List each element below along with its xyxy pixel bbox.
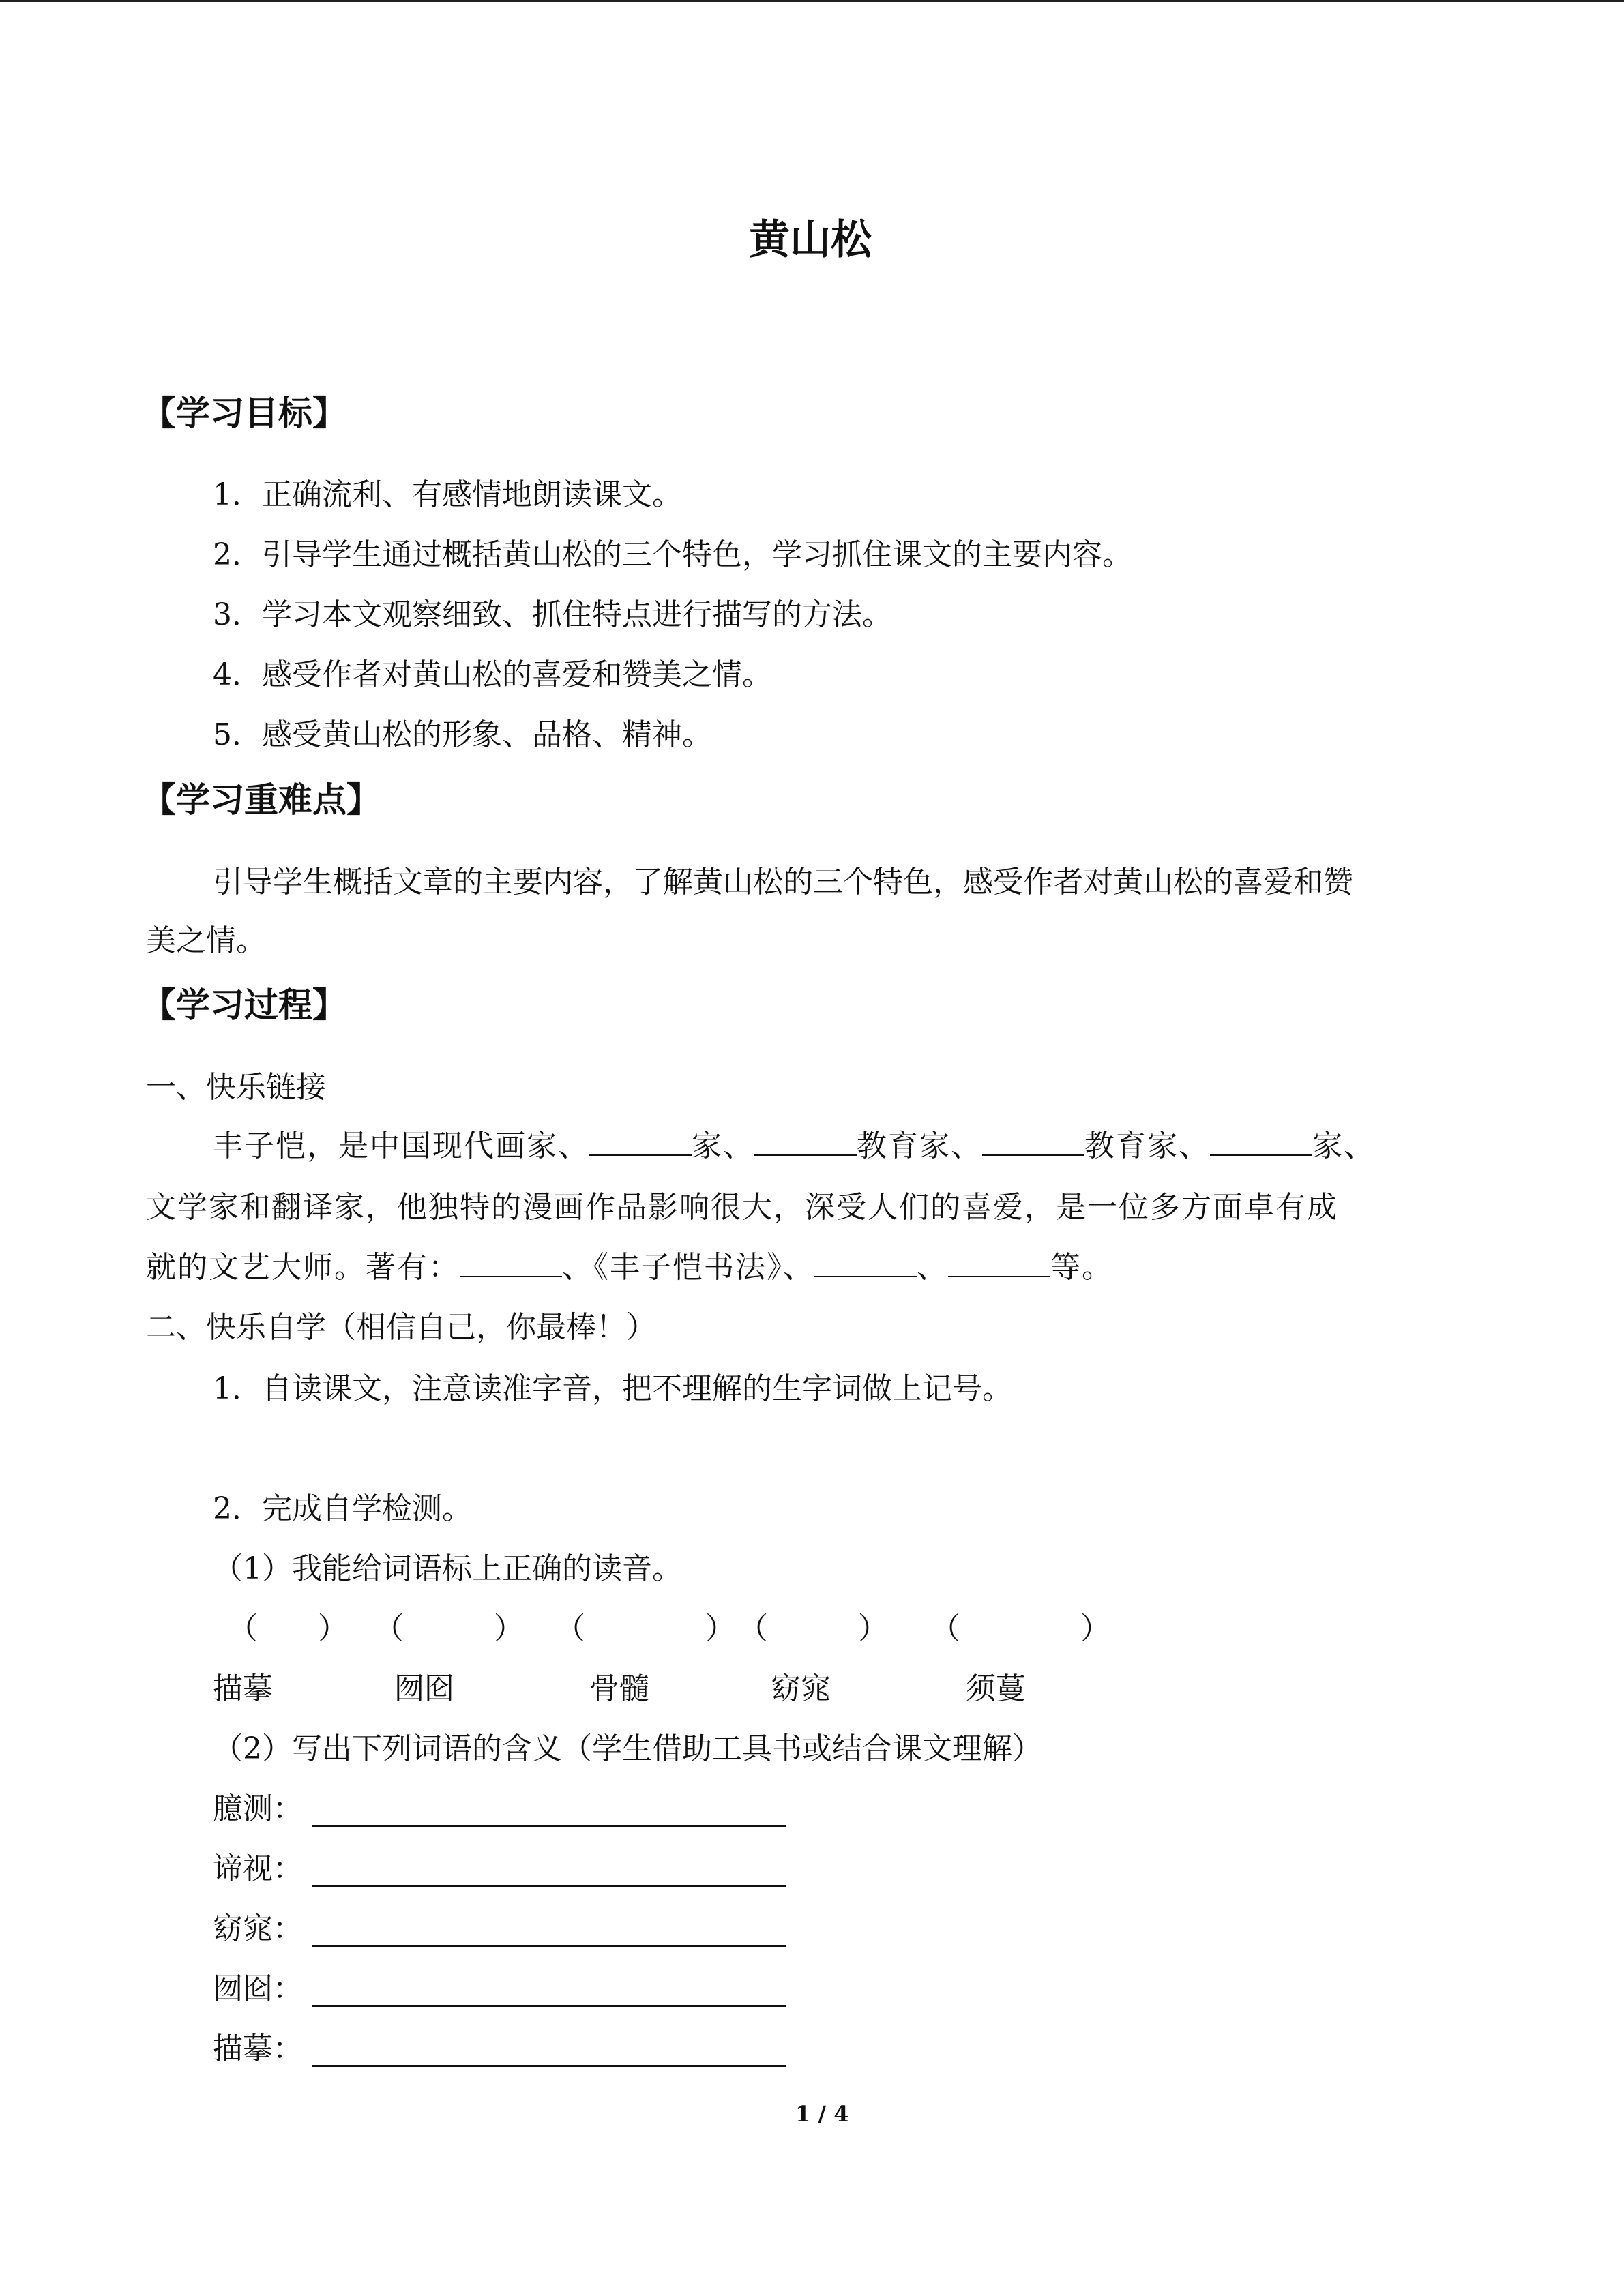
text-segment: 教育家、 [857, 1129, 982, 1163]
pinyin-bracket[interactable]: （ ） [228, 1611, 348, 1646]
definition-label: 囫囵： [213, 1971, 303, 2006]
blank[interactable] [460, 1251, 562, 1277]
part-label-self-study: 二、快乐自学（相信自己，你最棒！） [146, 1310, 656, 1345]
definition-label: 描摹： [213, 2031, 303, 2066]
text-segment: 丰子恺，是中国现代画家、 [213, 1129, 589, 1163]
answer-line[interactable] [312, 1945, 786, 1947]
text-segment: 、《丰子恺书法》、 [562, 1250, 814, 1285]
blank[interactable] [982, 1130, 1084, 1156]
pinyin-bracket[interactable]: （ ） [738, 1611, 888, 1646]
definition-label: 臆测： [213, 1791, 303, 1826]
objective-item: 4．感受作者对黄山松的喜爱和赞美之情。 [213, 657, 772, 692]
paragraph-line: 文学家和翻译家，他独特的漫画作品影响很大，深受人们的喜爱，是一位多方面卓有成 [146, 1190, 1338, 1225]
fill-blank-line [146, 1247, 1113, 1288]
blank[interactable] [589, 1130, 692, 1156]
text-segment: 等。 [1050, 1250, 1113, 1285]
vocab-word: 窈窕 [771, 1671, 831, 1706]
section-heading-key-points: 【学习重难点】 [142, 780, 381, 820]
study-subitem: （1）我能给词语标上正确的读音。 [213, 1551, 682, 1586]
pinyin-bracket[interactable]: （ ） [930, 1611, 1110, 1646]
study-item: 2．完成自学检测。 [213, 1491, 472, 1526]
answer-line[interactable] [312, 2065, 786, 2067]
page-title: 黄山松 [749, 216, 872, 264]
key-points-text: 美之情。 [146, 923, 266, 958]
objective-item: 5．感受黄山松的形象、品格、精神。 [213, 717, 712, 752]
answer-line[interactable] [312, 1825, 786, 1827]
key-points-text: 引导学生概括文章的主要内容，了解黄山松的三个特色，感受作者对黄山松的喜爱和赞 [213, 865, 1353, 899]
text-segment: 、 [917, 1250, 948, 1285]
objective-item: 1．正确流利、有感情地朗读课文。 [213, 477, 682, 512]
part-label-link: 一、快乐链接 [146, 1070, 326, 1105]
study-subitem: （2）写出下列词语的含义（学生借助工具书或结合课文理解） [213, 1731, 1042, 1766]
text-segment: 就的文艺大师。著有： [146, 1250, 460, 1285]
vocab-word: 骨髓 [589, 1671, 649, 1706]
blank[interactable] [1210, 1130, 1312, 1156]
definition-label: 窈窕： [213, 1911, 303, 1946]
fill-blank-line [213, 1126, 1375, 1167]
vocab-word: 囫囵 [394, 1671, 454, 1706]
top-border [0, 0, 1624, 2]
blank[interactable] [948, 1251, 1050, 1277]
pinyin-bracket[interactable]: （ ） [555, 1611, 735, 1646]
definition-label: 谛视： [213, 1851, 303, 1886]
vocab-word: 描摹 [213, 1671, 273, 1706]
section-heading-process: 【学习过程】 [142, 985, 346, 1025]
section-heading-objectives: 【学习目标】 [142, 393, 346, 433]
objective-item: 2．引导学生通过概括黄山松的三个特色，学习抓住课文的主要内容。 [213, 537, 1132, 572]
text-segment: 家、 [692, 1129, 754, 1163]
page-number: 1 / 4 [795, 2101, 849, 2127]
text-segment: 教育家、 [1084, 1129, 1210, 1163]
study-item: 1．自读课文，注意读准字音，把不理解的生字词做上记号。 [213, 1371, 1012, 1406]
pinyin-bracket[interactable]: （ ） [374, 1611, 524, 1646]
answer-line[interactable] [312, 2005, 786, 2007]
text-segment: 家、 [1312, 1129, 1375, 1163]
blank[interactable] [814, 1251, 917, 1277]
answer-line[interactable] [312, 1885, 786, 1887]
vocab-word: 须蔓 [966, 1671, 1026, 1706]
blank[interactable] [754, 1130, 857, 1156]
objective-item: 3．学习本文观察细致、抓住特点进行描写的方法。 [213, 597, 892, 632]
